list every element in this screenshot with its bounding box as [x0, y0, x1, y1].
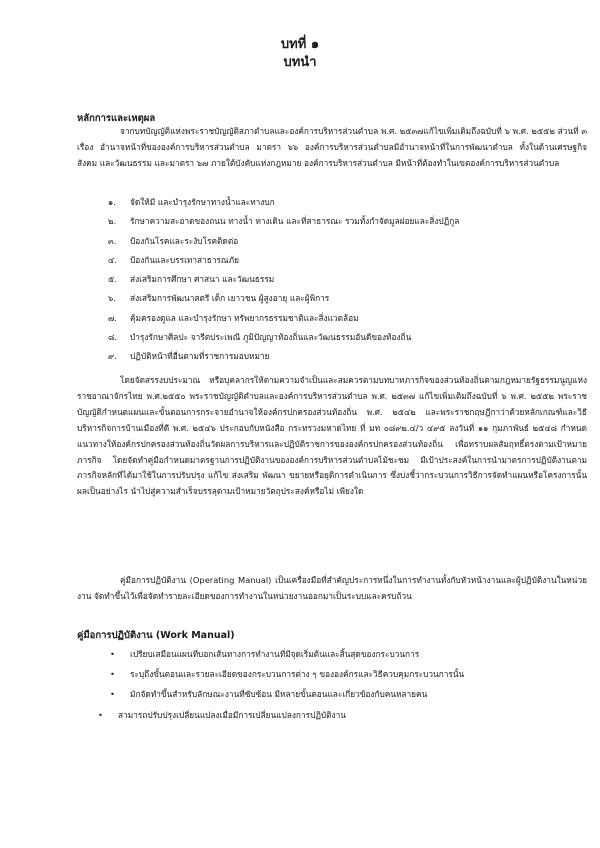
paragraph-manual-text: คู่มือการปฏิบัติงาน (Operating Manual) เป็นเครื่องมือที่สำคัญประการหนึ่งในการทำงานทั้งกับหัวหน้างานและผู้ปฏิบัติงานในหน่วยงาน จัดทำขึ้นไว้เพื่อจัดทำรายละเอียดของการทำงานในหน่วยงานออกมาเป็นระบบและครบถ้วน — [77, 575, 587, 601]
list-item: ๙. ปฏิบัติหน้าที่อื่นตามที่ราชการมอบหมาย — [108, 351, 270, 362]
bullet-icon: • — [98, 710, 103, 720]
list-item: • เปรียบเสมือนแผนที่บอกเส้นทางการทำงานที่มีจุดเริ่มต้นและสิ้นสุดของกระบวนการ — [110, 645, 464, 665]
list-item: • สามารถปรับปรุงเปลี่ยนแปลงเมื่อมีการเปลี่ยนแปลงการปฏิบัติงาน — [98, 706, 346, 726]
chapter-title: บทนำ — [283, 55, 317, 70]
list-item: • มักจัดทำขึ้นสำหรับลักษณะงานที่ซับซ้อน มีหลายขั้นตอนและเกี่ยวข้องกับคนหลายคน — [110, 685, 464, 705]
paragraph-intro-text: จากบทบัญญัติแห่งพระราชบัญญัติสภาตำบลและองค์การบริหารส่วนตำบล พ.ศ. ๒๕๓๗แก้ไขเพิ่มเติมถึงฉบับที่ ๖ พ.ศ. ๒๕๕๒ ส่วนที่ ๓ เรื่อง อำนาจหน้าที่ขององค์การบริหารส่วนตำบล มาตรา ๖๖ องค์การบริหารส่วนตำบลมีอำนาจหน้าที่ในการพัฒนาตำบล ทั้งในด้านเศรษฐกิจ สังคม และวัฒนธรรม และมาตรา ๖๗ ภายใต้บังคับแห่งกฎหมาย องค์การบริหารส่วนตำบล มีหน้าที่ต้องทำในเขตองค์การบริหารส่วนตำบล — [77, 126, 587, 168]
bullet-icon: • — [110, 668, 115, 679]
paragraph-intro — [77, 124, 587, 172]
list-item: ๓. ป้องกันโรคและระงับโรคติดต่อ — [108, 235, 239, 246]
work-manual-list — [110, 645, 464, 704]
chapter-number: บทที่ ๑ — [280, 37, 320, 52]
section-heading-work-manual: คู่มือการปฏิบัติงาน (Work Manual) — [77, 630, 235, 641]
bullet-icon: • — [110, 688, 115, 699]
list-item: • ระบุถึงขั้นตอนและรายละเอียดของกระบวนการต่าง ๆ ขององค์กรและวิธีควบคุมกระบวนการนั้น — [110, 665, 464, 685]
list-item: ๔. ป้องกันและบรรเทาสาธารณภัย — [108, 254, 239, 265]
list-item: ๑. จัดให้มี และบำรุงรักษาทางน้ำและทางบก — [108, 197, 275, 207]
work-manual-list-extra — [98, 706, 346, 726]
list-item: ๘. บำรุงรักษาศิลปะ จารีตประเพณี ภูมิปัญญาท้องถิ่นและวัฒนธรรมอันดีของท้องถิ่น — [108, 332, 412, 343]
list-item: ๕. ส่งเสริมการศึกษา ศาสนา และวัฒนธรรม — [108, 274, 275, 285]
list-item: ๒. รักษาความสะอาดของถนน ทางน้ำ ทางเดิน และที่สาธารณะ รวมทั้งกำจัดมูลฝอยและสิ่งปฏิกูล — [108, 216, 460, 227]
paragraph-budget-text: โดยจัดสรรงบประมาณ หรือบุคลากรให้ตามความจำเป็นและสมควรตามบทบาทภารกิจของส่วนท้องถิ่นตามกฎหมายรัฐธรรมนูญแห่งราชอาณาจักรไทย พ.ศ.๒๕๕๐ พระราชบัญญัติตำบลและองค์การบริหารส่วนตำบล พ.ศ. ๒๕๓๗ แก้ไขเพิ่มเติมถึงฉบับที่ ๖ พ.ศ. ๒๕๕๒ พระราชบัญญัติกำหนดแผนและขั้นตอนการกระจายอำนาจให้องค์กรปกครองส่วนท้องถิ่น พ.ศ. ๒๕๔๒ และพระราชกฤษฎีกาว่าด้วยหลักเกณฑ์และวิธีบริหารกิจการบ้านเมืองที่ดี พ.ศ. ๒๕๔๖ ประกอบกับหนังสือ กระทรวงมหาดไทย ที่ มท ๐๘๙๒.๔/ว ๔๙๕ ลงวันที่ ๑๑ กุมภาพันธ์ ๒๕๔๘ กำหนดแนวทางให้องค์กรปกครองส่วนท้องถิ่นวัดผลการบริหารและปฏิบัติราชการขององค์กรปกครองส่วนท้องถิ่น เพื่อทราบผลสัมฤทธิ์ตรงตามเป้าหมายภารกิจ โดยจัดทำคู่มือกำหนดมาตรฐานการปฏิบัติงานขององค์การบริหารส่วนตำบลไม้ชะชม มีเป้าประสงค์ในการนำมาตรการปฏิบัติงานตามภารกิจหลักที่ได้มาใช้ในการปรับปรุง แก้ไข ส่งเสริม พัฒนา ขยายหรือยุติการดำเนินการ ซึ่งบ่งชี้ว่ากระบวนการวิธีการจัดทำแผนหรือโครงการนั้นผลเป็นอย่างไร นำไปสู่ความสำเร็จบรรลุตามเป้าหมายวัตถุประสงค์หรือไม่ เพียงใด — [77, 375, 587, 497]
duties-list — [108, 193, 459, 367]
section-heading-principles: หลักการและเหตุผล — [77, 113, 156, 124]
bullet-icon: • — [110, 649, 115, 659]
list-item: ๗. คุ้มครองดูแล และบำรุงรักษา ทรัพยากรธรรมชาติและสิ่งแวดล้อม — [108, 312, 359, 323]
paragraph-budget — [77, 373, 587, 500]
list-item: ๖. ส่งเสริมการพัฒนาสตรี เด็ก เยาวชน ผู้สูงอายุ และผู้พิการ — [108, 293, 330, 304]
paragraph-manual — [77, 573, 587, 605]
